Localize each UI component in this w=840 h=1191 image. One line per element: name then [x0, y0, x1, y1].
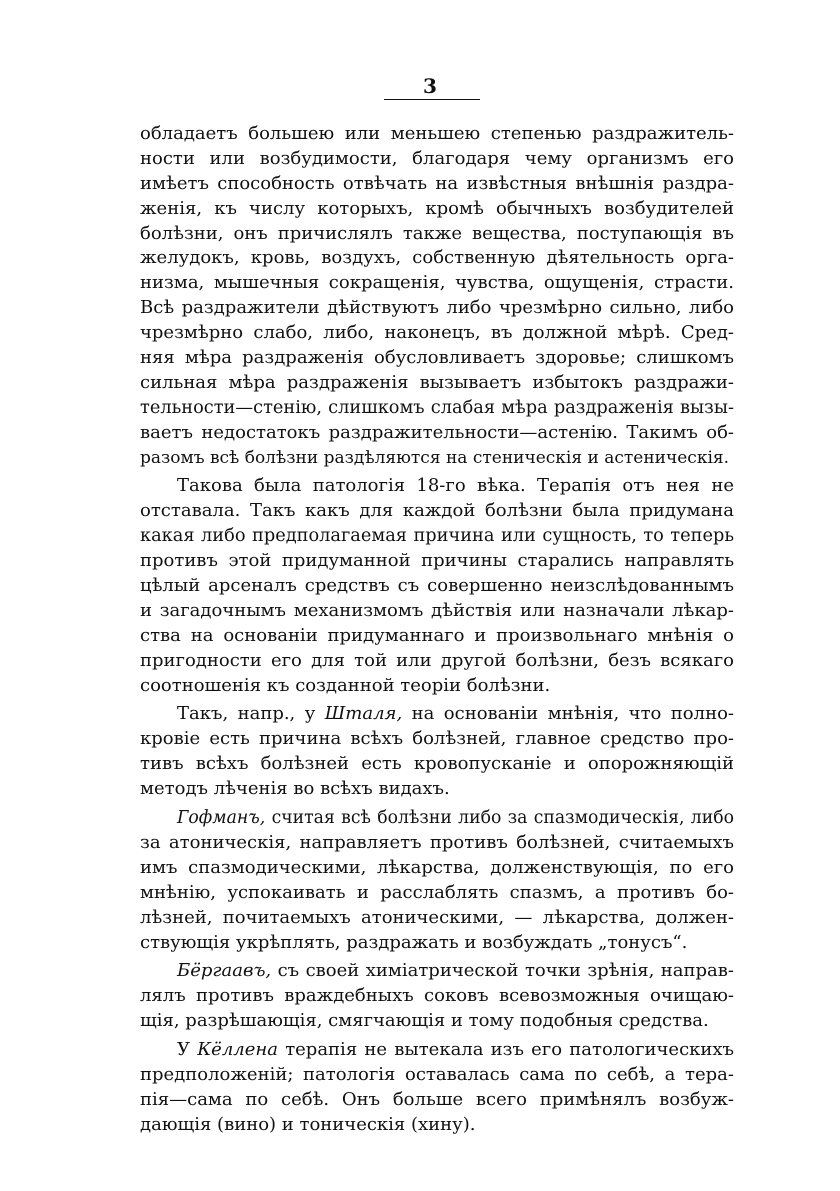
text-line: обладаетъ большею или меньшею степенью раздражитель-	[140, 123, 734, 144]
text-line: пригодности его для той или другой болѣзни, безъ всякаго	[140, 649, 734, 671]
text-line: кровіе есть причина всѣхъ болѣзней, главное средство про-	[140, 728, 734, 750]
text-line: болѣзни, онъ причислялъ также вещества, поступающія въ	[140, 222, 734, 244]
text-line: Всѣ раздражители дѣйствуютъ либо чрезмѣрно сильно, либо	[140, 297, 734, 319]
text-line: няя мѣра раздраженія обусловливаетъ здоровье; слишкомъ	[140, 347, 734, 369]
text-line: отставала. Такъ какъ для каждой болѣзни была придумана	[140, 500, 734, 522]
text-line: противъ этой придуманной причины старались направлять	[140, 550, 734, 572]
text-line: имъ спазмодическими, лѣкарства, долженствующія, по его	[140, 856, 734, 878]
header-rule	[384, 99, 480, 100]
text-line: чрезмѣрно слабо, либо, наконецъ, въ должной мѣрѣ. Сред-	[140, 322, 734, 344]
text-line: желудокъ, кровь, воздухъ, собственную дѣятельность орга-	[140, 247, 734, 269]
text-line	[140, 959, 734, 984]
text-line: тельности—стенію, слишкомъ слабая мѣра раздраженія вызы-	[140, 397, 734, 418]
page-number: 3	[423, 74, 437, 98]
text-line: лялъ противъ враждебныхъ соковъ всевозможныя очищаю-	[140, 985, 734, 1007]
text-line: щія, разрѣшающія, смягчающія и тому подобныя средства.	[140, 1010, 709, 1032]
paragraph-5	[140, 959, 734, 1034]
author-name-stahl: Шталя,	[324, 703, 403, 725]
text-fragment: на основаніи мнѣнія, что полно-	[402, 703, 734, 725]
text-line: пія—сама по себѣ. Онъ больше всего примѣнялъ возбуж-	[140, 1088, 734, 1110]
text-fragment: съ своей химіатрической точки зрѣнія, направ-	[271, 960, 734, 982]
text-line: ности или возбудимости, благодаря чему организмъ его	[140, 147, 734, 169]
text-line: цѣлый арсеналъ средствъ съ совершенно неизслѣдованнымъ	[140, 575, 734, 597]
text-fragment: У	[177, 1039, 198, 1061]
author-name-boerhaave: Бёргаавъ,	[177, 960, 272, 982]
paragraph-1	[140, 122, 734, 470]
text-line: ствующія укрѣплять, раздражать и возбуждать „тонусъ“.	[140, 931, 688, 953]
paragraph-2	[140, 474, 734, 698]
text-line: лѣзней, почитаемыхъ атоническими, — лѣкарства, должен-	[140, 906, 734, 928]
text-line: имѣетъ способность отвѣчать на извѣстныя внѣшнія раздра-	[140, 172, 734, 194]
text-line: какая либо предполагаемая причина или сущность, то теперь	[140, 526, 734, 547]
text-line: мнѣнію, успокаивать и расслаблять спазмъ, а противъ бо-	[140, 881, 734, 903]
author-name-hoffmann: Гофманъ,	[177, 808, 266, 829]
text-line: разомъ всѣ болѣзни раздѣляются на стеническія и астеническія.	[140, 447, 730, 468]
text-fragment: Такъ, напр., у	[177, 703, 325, 725]
paragraph-6	[140, 1038, 734, 1138]
text-line: Такова была патологія 18-го вѣка. Терапія отъ нея не	[177, 475, 734, 497]
body-text	[140, 122, 734, 1138]
text-line	[140, 1038, 734, 1063]
text-line: методъ лѣченія во всѣхъ видахъ.	[140, 778, 450, 800]
paragraph-4	[140, 806, 734, 955]
paragraph-3	[140, 702, 734, 802]
text-line: предположеній; патологія оставалась сама по себѣ, а тера-	[140, 1063, 734, 1085]
text-line: женія, къ числу которыхъ, кромѣ обычныхъ возбудителей	[140, 197, 734, 219]
text-line: и загадочнымъ механизмомъ дѣйствія или назначали лѣкар-	[140, 599, 734, 621]
text-fragment: терапія не вытекала изъ его патологическихъ	[277, 1039, 734, 1061]
text-line	[140, 702, 734, 727]
text-line: дающія (вино) и тоническія (хину).	[140, 1113, 476, 1135]
author-name-cullen: Кёллена	[197, 1039, 278, 1061]
text-line: низма, мышечныя сокращенія, чувства, ощущенія, страсти.	[140, 272, 734, 294]
text-fragment: считая всѣ болѣзни либо за спазмодическія, либо	[265, 808, 734, 829]
text-line: сильная мѣра раздраженія вызываетъ избытокъ раздражи-	[140, 371, 734, 393]
text-line: за атоническія, направляетъ противъ болѣзней, считаемыхъ	[140, 831, 734, 853]
text-line: ства на основаніи придуманнаго и произвольнаго мнѣнія о	[140, 624, 734, 646]
text-line	[140, 806, 734, 831]
text-line: соотношенія къ созданной теоріи болѣзни.	[140, 674, 551, 696]
text-line: ваетъ недостатокъ раздражительности—астенію. Такимъ об-	[140, 421, 734, 443]
text-line: тивъ всѣхъ болѣзней есть кровопусканіе и опорожняющій	[140, 753, 734, 775]
